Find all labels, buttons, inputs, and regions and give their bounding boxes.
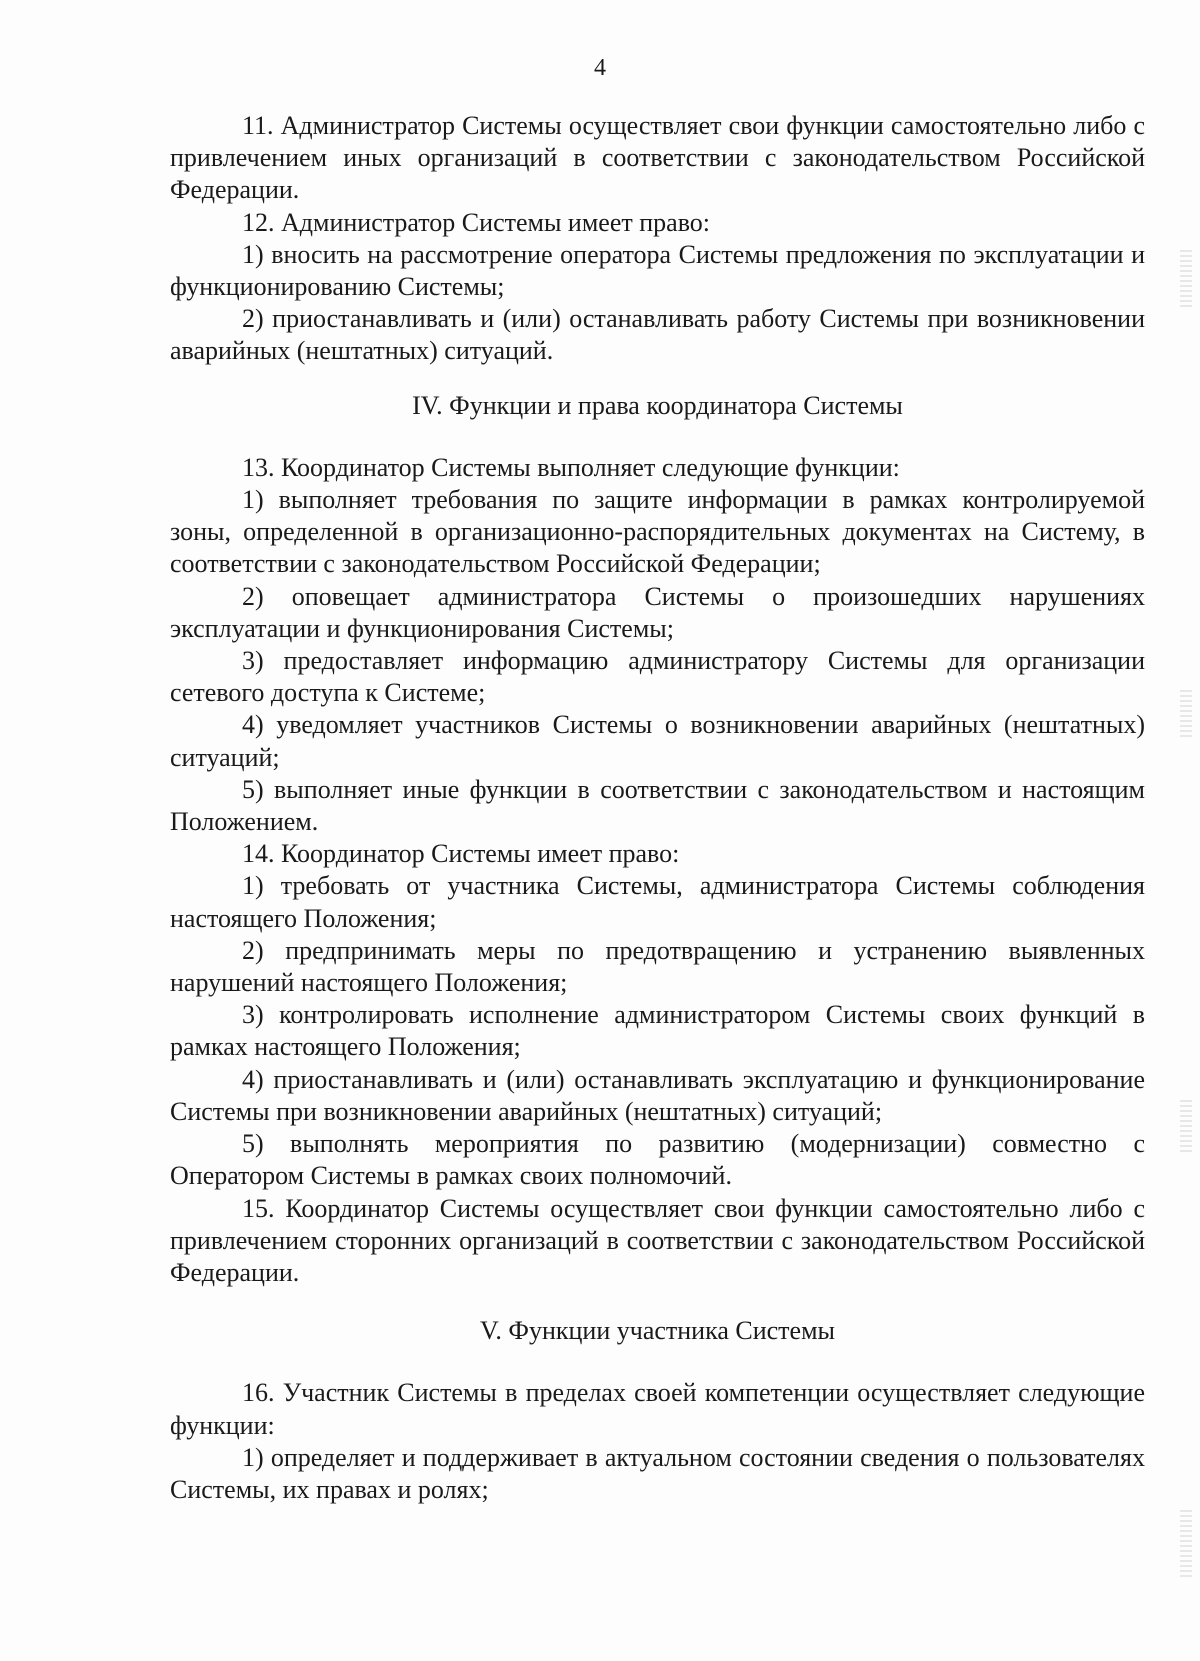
paragraph: 1) определяет и поддерживает в актуальном состоянии сведения о пользователях Системы, их правах и ролях; bbox=[170, 1442, 1145, 1504]
paragraph: 14. Координатор Системы имеет право: bbox=[242, 839, 680, 869]
scan-artifact bbox=[1180, 1100, 1192, 1155]
paragraph: 12. Администратор Системы имеет право: bbox=[242, 207, 711, 237]
paragraph: 15. Координатор Системы осуществляет свои функции самостоятельно либо с привлечением сторонних организаций в соответствии с законодательством Российской Федерации. bbox=[170, 1193, 1145, 1287]
paragraph: 1) требовать от участника Системы, администратора Системы соблюдения настоящего Положения; bbox=[170, 871, 1145, 933]
paragraph: 1) вносить на рассмотрение оператора Системы предложения по эксплуатации и функционированию Системы; bbox=[170, 239, 1145, 302]
paragraph: 4) приостанавливать и (или) останавливать эксплуатацию и функционирование Системы при возникновении аварийных (нештатных) ситуаций; bbox=[170, 1064, 1145, 1126]
scan-artifact bbox=[1180, 1510, 1192, 1580]
paragraph: 1) выполняет требования по защите информации в рамках контролируемой зоны, определенной в организационно-распорядительных документах на Систему, в соответствии с законодательством Российской Федерации; bbox=[170, 485, 1145, 579]
paragraph: 3) предоставляет информацию администратору Системы для организации сетевого доступа к Системе; bbox=[170, 646, 1145, 708]
paragraph: 2) приостанавливать и (или) останавливать работу Системы при возникновении аварийных (нештатных) ситуаций. bbox=[170, 304, 1145, 366]
page-number: 4 bbox=[594, 55, 606, 81]
paragraph: 5) выполнять мероприятия по развитию (модернизации) совместно с Оператором Системы в рамках своих полномочий. bbox=[170, 1129, 1145, 1191]
paragraph: 4) уведомляет участников Системы о возникновении аварийных (нештатных) ситуаций; bbox=[170, 710, 1145, 772]
paragraph: 3) контролировать исполнение администратором Системы своих функций в рамках настоящего Положения; bbox=[170, 1000, 1145, 1062]
scan-artifact bbox=[1180, 690, 1192, 740]
document-body bbox=[170, 110, 1145, 1506]
paragraph: 2) предпринимать меры по предотвращению и устранению выявленных нарушений настоящего Положения; bbox=[170, 935, 1145, 998]
paragraph: 11. Администратор Системы осуществляет свои функции самостоятельно либо с привлечением иных организаций в соответствии с законодательством Российской Федерации. bbox=[170, 111, 1145, 205]
scan-artifact bbox=[1180, 250, 1192, 310]
section-heading-iv: IV. Функции и права координатора Системы bbox=[412, 390, 903, 420]
section-heading-v: V. Функции участника Системы bbox=[480, 1316, 835, 1346]
paragraph: 2) оповещает администратора Системы о произошедших нарушениях эксплуатации и функционирования Системы; bbox=[170, 581, 1145, 643]
paragraph: 16. Участник Системы в пределах своей компетенции осуществляет следующие функции: bbox=[170, 1378, 1145, 1440]
paragraph: 5) выполняет иные функции в соответствии с законодательством и настоящим Положением. bbox=[170, 774, 1145, 837]
paragraph: 13. Координатор Системы выполняет следующие функции: bbox=[242, 452, 900, 482]
